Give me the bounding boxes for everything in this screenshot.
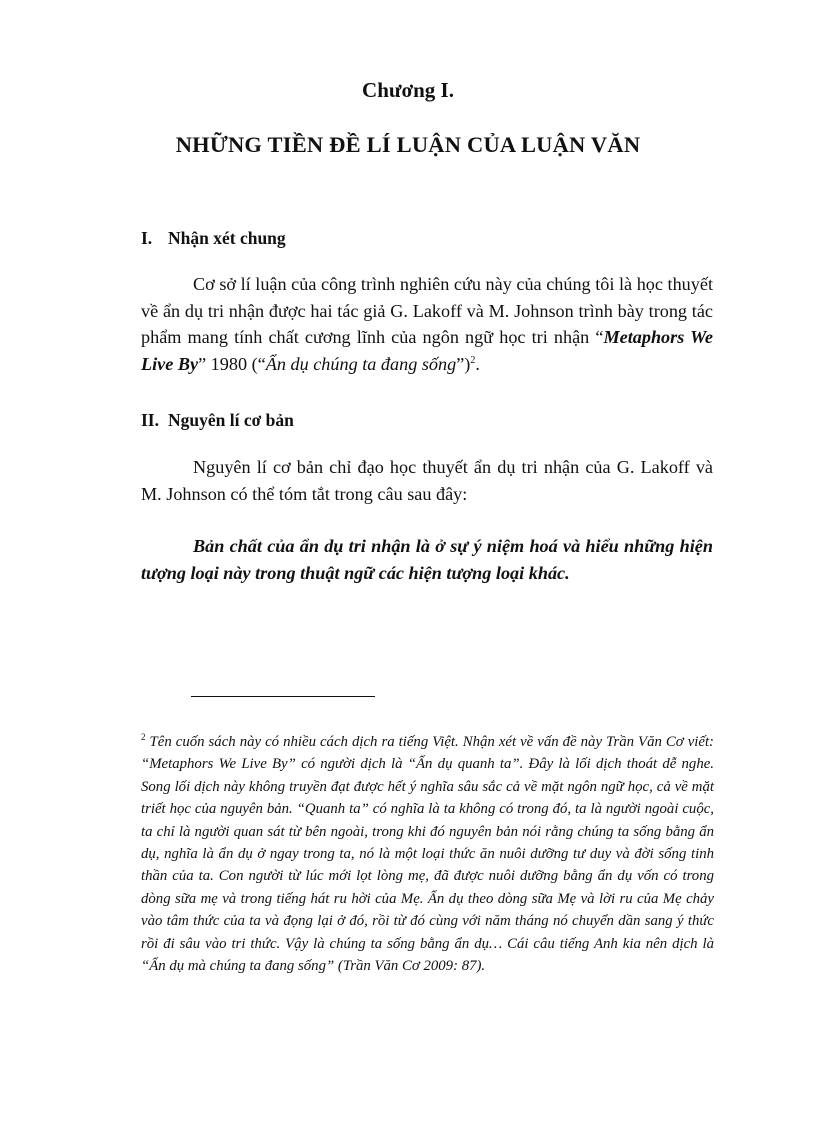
paragraph-1-end: . <box>475 353 480 374</box>
paragraph-1-closing: ”) <box>456 353 471 374</box>
footnote-reference[interactable]: 2 <box>470 354 476 366</box>
principle-text: Bản chất của ẩn dụ tri nhận là ở sự ý niệm hoá và hiểu những hiện tượng loại này trong thuật ngữ các hiện tượng loại khác. <box>141 536 713 583</box>
paragraph-1-after-title: ” 1980 (“ <box>198 353 266 374</box>
book-title-vietnamese: Ẩn dụ chúng ta đang sống <box>265 353 457 374</box>
footnote-separator <box>191 696 375 697</box>
chapter-title: NHỮNG TIỀN ĐỀ LÍ LUẬN CỦA LUẬN VĂN <box>175 132 641 157</box>
paragraph-1-text: Cơ sở lí luận của công trình nghiên cứu này của chúng tôi là học thuyết về ẩn dụ tri nhận được hai tác giả G. Lakoff và M. Johnson trình bày trong tác phẩm mang tính chất cương lĩnh của ngôn ngữ học tri nhận “ <box>141 274 713 347</box>
paragraph-section-1 <box>141 271 713 377</box>
section-number-2: II. <box>141 410 159 430</box>
section-heading-1 <box>141 228 286 249</box>
section-number-1: I. <box>141 228 153 248</box>
footnote-text: Tên cuốn sách này có nhiều cách dịch ra tiếng Việt. Nhận xét về vấn đề này Trần Văn Cơ viết: “Metaphors We Live By” có người dịch là “Ẩn dụ quanh ta”. Đây là lối dịch thoát dễ nghe. Song lối dịch này không truyền đạt được hết ý nghĩa sâu sắc cả về mặt ngôn ngữ học, cả về mặt triết học của nguyên bản. “Quanh ta” có nghĩa là ta không có trong đó, ta là người ngoài cuộc, ta chỉ là người quan sát từ bên ngoài, trong khi đó nguyên bản nói rằng chúng ta sống bằng ẩn dụ, nghĩa là ẩn dụ ở ngay trong ta, nó là một loại thức ăn nuôi dưỡng tư duy và đời sống tinh thần của ta. Con người từ lúc mới lọt lòng mẹ, đã được nuôi dưỡng bằng ẩn dụ vốn có trong dòng sữa mẹ và trong tiếng hát ru hời của Mẹ. Ẩn dụ theo dòng sữa Mẹ và lời ru của Mẹ chảy vào tâm thức của ta và đọng lại ở đó, rồi từ đó cùng với năm tháng nó chuyển dần sang ý thức rồi đi sâu vào tri thức. Vậy là chúng ta sống bằng ẩn dụ… Cái câu tiếng Anh kia nên dịch là “Ẩn dụ mà chúng ta đang sống” (Trần Văn Cơ 2009: 87). <box>141 734 714 975</box>
section-heading-2 <box>141 410 294 431</box>
book-title-english: Metaphors We Live By <box>141 327 713 374</box>
section-title-1: Nhận xét chung <box>168 228 286 248</box>
paragraph-section-2 <box>141 454 713 507</box>
footnote <box>141 731 714 977</box>
section-title-2: Nguyên lí cơ bản <box>168 410 294 430</box>
chapter-label: Chương I. <box>362 78 454 102</box>
principle-statement <box>141 533 713 587</box>
paragraph-2-text: Nguyên lí cơ bản chỉ đạo học thuyết ẩn dụ tri nhận của G. Lakoff và M. Johnson có thể tóm tắt trong câu sau đây: <box>141 457 713 504</box>
footnote-marker: 2 <box>141 732 146 743</box>
